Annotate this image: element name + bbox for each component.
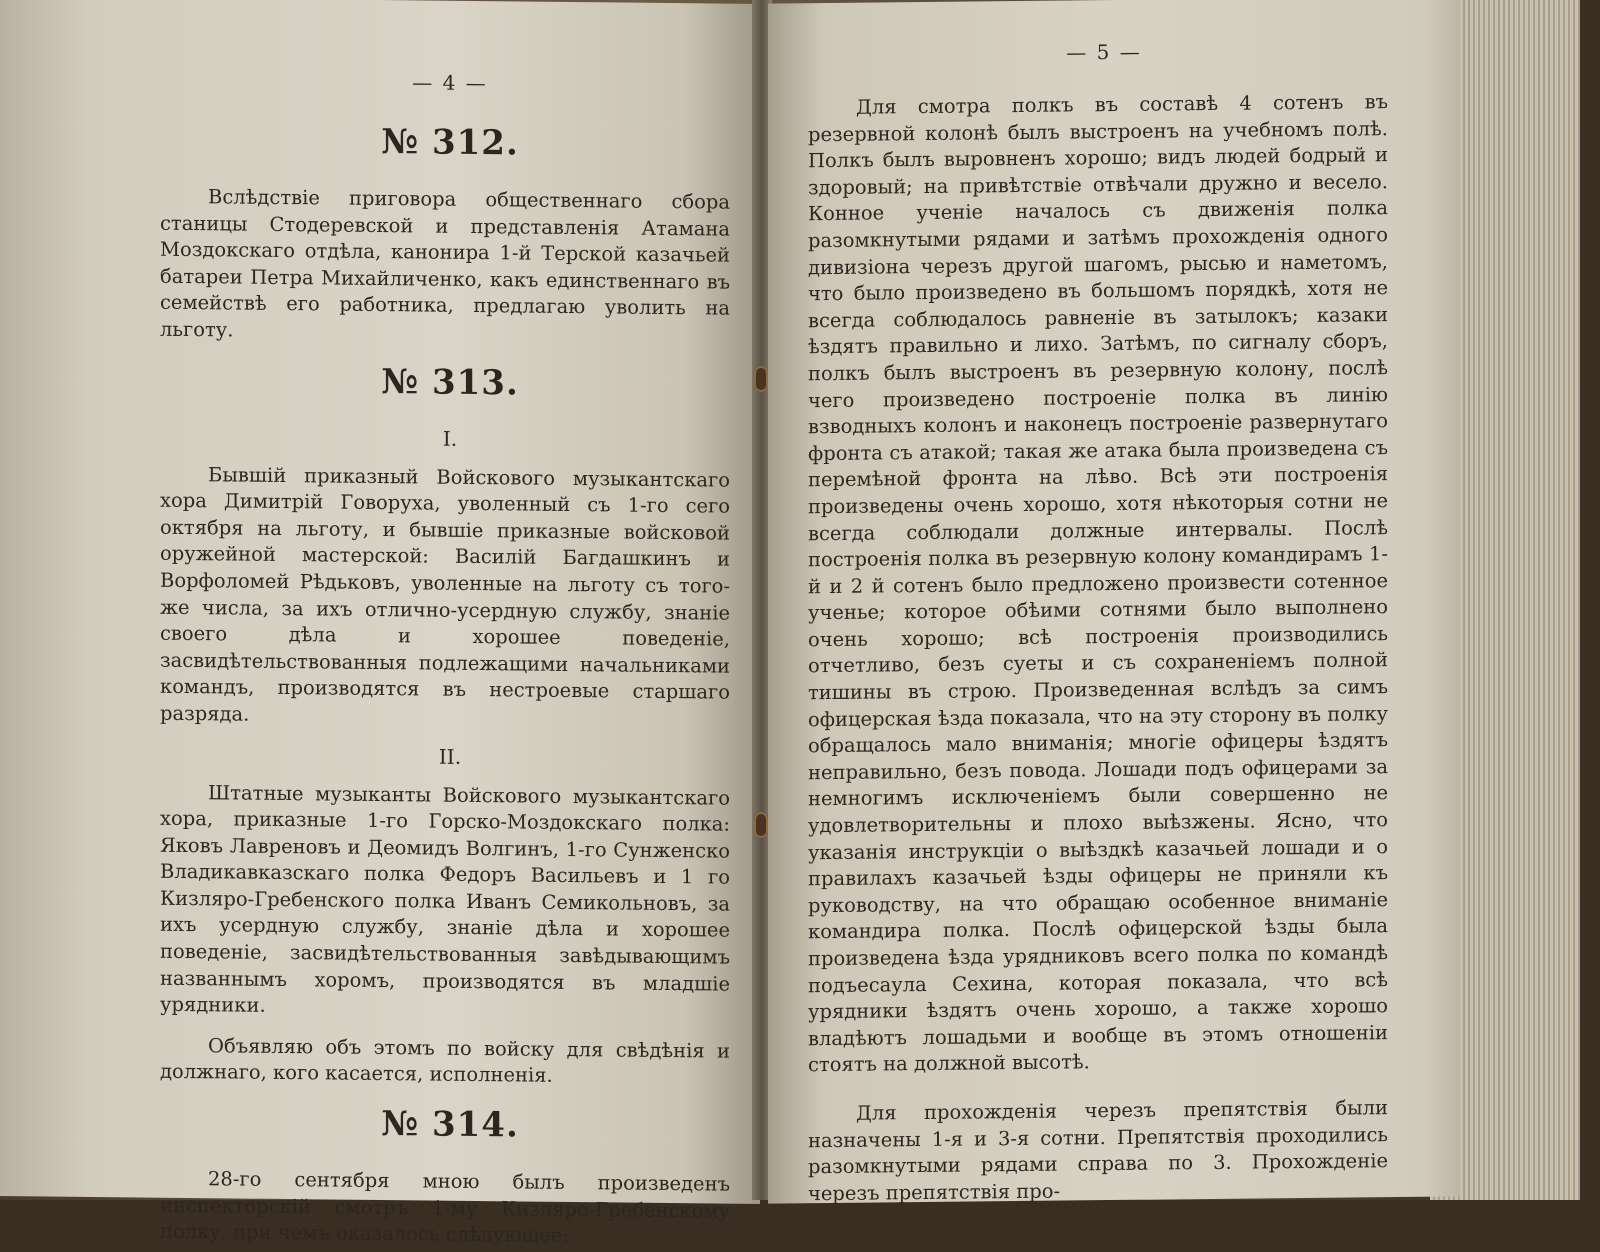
order-312-heading: № 312. <box>381 122 519 164</box>
order-313-paragraph-3: Объявляю объ этомъ по войску для свѣдѣнія и должнаго, кого касается, исполненія. <box>160 1034 730 1088</box>
order-313-section-1: I. <box>442 426 458 451</box>
order-314-heading: № 314. <box>381 1104 519 1146</box>
page-number-4: — 4 — <box>412 70 488 96</box>
order-314-text: 28-го сентября мною былъ произведенъ инспекторскій смотръ 1-му Кизляро-Гребенскому полку, при чемъ оказалось слѣдующее: <box>160 1167 730 1248</box>
order-312-text: Вслѣдствіе приговора общественнаго сбора станицы Стодеревской и представленія Атамана Моздокскаго отдѣла, канонира 1-й Терской казачьей батареи Петра Михайличенко, какъ единственнаго въ семействѣ его работника, предлагаю уволить на льготу. <box>160 185 730 342</box>
right-paragraph-2: Для прохожденія черезъ препятствія были назначены 1-я и 3-я сотни. Препятствія проходились разомкнутыми рядами справа по 3. Прохожденіе черезъ препятствія про- <box>808 1096 1388 1205</box>
right-paragraph-1: Для смотра полкъ въ составѣ 4 сотенъ въ резервной колонѣ былъ выстроенъ на учебномъ полѣ. Полкъ былъ выровненъ хорошо; видъ людей бодрый и здоровый; на привѣтствіе отвѣчали дружно и весело. Конное ученіе началось съ движенія полка разомкнутыми рядами и затѣмъ прохожденія одного дивизіона черезъ другой шагомъ, рысью и наметомъ, что было произведено въ большомъ порядкѣ, хотя не всегда соблюдалось равненіе въ затылокъ; казаки ѣздятъ правильно и лихо. Затѣмъ, по сигналу сборъ, полкъ былъ выстроенъ въ резервную колону, послѣ чего произведено построеніе полка въ линію взводныхъ колонъ и наконецъ построеніе развернутаго фронта съ атакой; такая же атака была произведена съ перемѣной фронта на лѣво. Всѣ эти построенія произведены очень хорошо, хотя нѣкоторыя сотни не всегда соблюдали должные интервалы. Послѣ построенія полка въ резервную колону командирамъ 1-й и 2 й сотенъ было предложено произвести сотенное ученье; которое обѣими сотнями было выполнено очень хорошо; всѣ построенія производились отчетливо, безъ суеты и съ сохраненіемъ полной тишины въ строю. Произведенная вслѣдъ за симъ офицерская ѣзда показала, что на эту сторону въ полку обращалось мало вниманія; многіе офицеры ѣздятъ неправильно, безъ повода. Лошади подъ офицерами за немногимъ исключеніемъ были совершенно не удовлетворительны и плохо выѣзжены. Ясно, что указанія инструкціи о выѣздкѣ казачьей лошади и о правилахъ казачьей ѣзды офицеры не приняли къ руководству, на что обращаю особенное вниманіе командира полка. Послѣ офицерской ѣзды была произведена ѣзда урядниковъ всего полка по командѣ подъесаула Сехина, которая показала, что всѣ урядники ѣздятъ очень хорошо, а также хорошо владѣютъ лошадьми и вообще въ этомъ отношеніи стоятъ на должной высотѣ. <box>808 90 1388 1077</box>
binding-stitch <box>754 366 768 392</box>
order-313-heading: № 313. <box>381 361 519 404</box>
right-page <box>768 0 1460 1204</box>
page-number-5: — 5 — <box>1066 39 1142 65</box>
order-313-paragraph-1: Бывшій приказный Войскового музыкантскаго хора Димитрій Говоруха, уволенный съ 1-го сего октября на льготу, и бывшіе приказные войсковой оружейной мастерской: Василій Багдашкинъ и Ворфоломей Рѣдьковъ, уволенные на льготу съ того-же числа, за ихъ отлично-усердную службу, знаніе своего дѣла и хорошее поведеніе, засвидѣтельствованныя подлежащими начальниками командъ, производятся въ нестроевые старшаго разряда. <box>160 462 730 726</box>
order-313-section-2: II. <box>438 744 462 769</box>
left-page <box>0 0 760 1248</box>
binding-stitch <box>754 812 768 838</box>
order-313-paragraph-2: Штатные музыканты Войскового музыкантскаго хора, приказные 1-го Горско-Моздокскаго полка: Яковъ Лавреновъ и Деомидъ Волгинъ, 1-го Сунженско Владикавказскаго полка Федоръ Васильевъ и 1 го Кизляро-Гребенского полка Иванъ Семикольновъ, за ихъ усердную службу, знаніе дѣла и хорошее поведеніе, засвидѣтельствованныя завѣдывающимъ названнымъ хоромъ, производятся въ младшіе урядники. <box>160 780 730 1018</box>
